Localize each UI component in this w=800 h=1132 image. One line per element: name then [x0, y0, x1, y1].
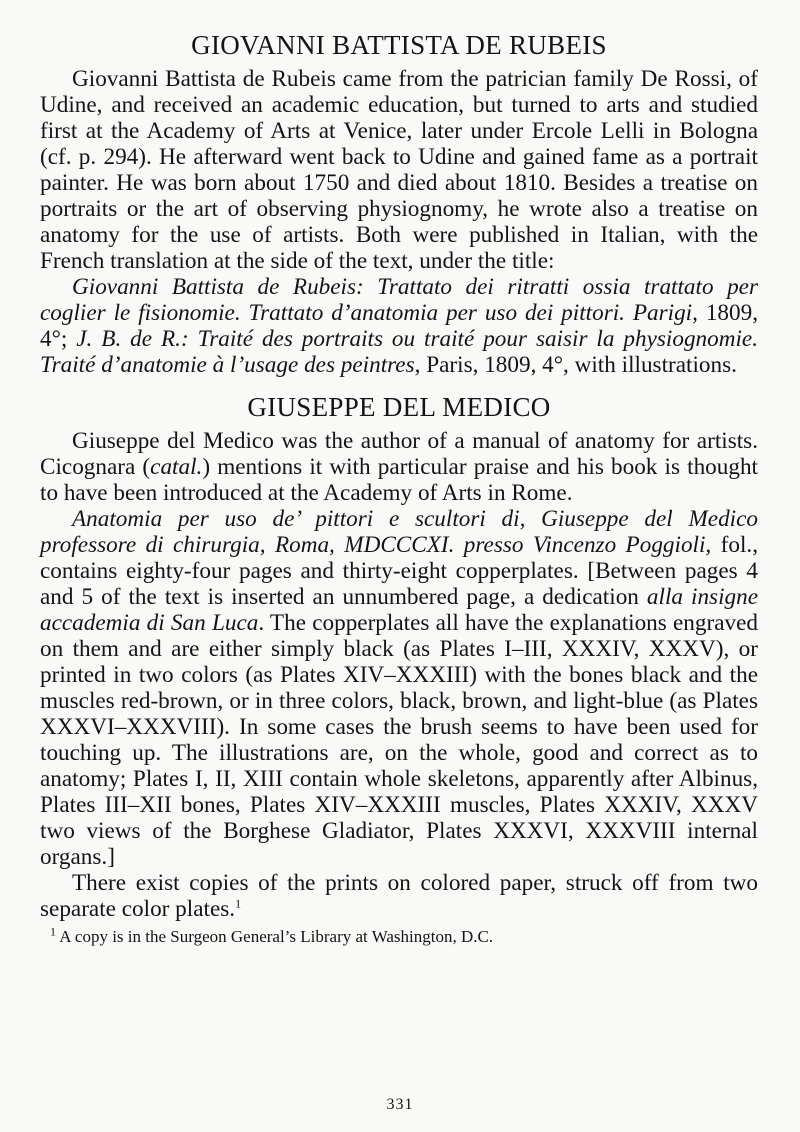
footnote-text: A copy is in the Surgeon General’s Library at Washington, D.C.: [56, 927, 494, 946]
medico-description-text: fol., contains eighty-four pages and thirty-eight copperplates. [Between pages 4 and 5 of the text is inserted an unnumbered page, a dedication: [40, 532, 758, 610]
medico-dedication: alla insigne accademia di San Luca: [40, 584, 759, 636]
footnote-reference: 1: [235, 896, 242, 911]
rubeis-citation-italian-title: Giovanni Battista de Rubeis: Trattato dei ritratti ossia trattato per coglier le fisionomie. Trattato d’anatomia per uso dei pittori. Parigi,: [40, 274, 758, 326]
rubeis-citation-paragraph: [40, 274, 758, 378]
medico-intro-paragraph: [40, 428, 758, 506]
page-number: 331: [386, 1096, 414, 1113]
section-heading-medico: GIUSEPPE DEL MEDICO: [247, 392, 551, 422]
medico-intro-text: Giuseppe del Medico was the author of a manual of anatomy for artists. Cicognara (: [40, 428, 758, 480]
section-heading-rubeis: GIOVANNI BATTISTA DE RUBEIS: [191, 30, 607, 60]
footnote: [40, 926, 758, 948]
rubeis-citation-imprint: , Paris, 1809, 4°, with illustrations.: [414, 352, 737, 378]
medico-book-title: Anatomia per uso de’ pittori e scultori di, Giuseppe del Medico professore di chirurgia, Roma, MDCCCXI. presso Vincenzo Poggioli,: [40, 506, 758, 558]
medico-copies-paragraph: [40, 870, 758, 922]
medico-description-rest: . The copperplates all have the explanations engraved on them and are either simply black (as Plates I–III, XXXIV, XXXV), or printed in two colors (as Plates XIV–XXXIII) with the bones black and the muscles red-brown, or in three colors, black, brown, and light-blue (as Plates XXXVI–XXXVIII). In some cases the brush seems to have been used for touching up. The illustrations are, on the whole, good and correct as to anatomy; Plates I, II, XIII contain whole skeletons, apparently after Albinus, Plates III–XII bones, Plates XIV–XXXIII muscles, Plates XXXIV, XXXV two views of the Borghese Gladiator, Plates XXXVI, XXXVIII internal organs.]: [40, 610, 758, 870]
medico-intro-rest: ) mentions it with particular praise and his book is thought to have been introduced at the Academy of Arts in Rome.: [40, 454, 758, 506]
text-column: [40, 28, 758, 948]
rubeis-citation-date: 1809, 4°;: [40, 300, 758, 352]
footnote-marker: 1: [50, 924, 56, 939]
medico-description-paragraph: [40, 506, 758, 870]
medico-intro-catal: catal.: [150, 454, 203, 480]
rubeis-biography-paragraph: Giovanni Battista de Rubeis came from the patrician family De Rossi, of Udine, and received an academic education, but turned to arts and studied first at the Academy of Arts at Venice, later under Ercole Lelli in Bologna (cf. p. 294). He afterward went back to Udine and gained fame as a portrait painter. He was born about 1750 and died about 1810. Besides a treatise on portraits or the art of observing physiognomy, he wrote also a treatise on anatomy for the use of artists. Both were published in Italian, with the French translation at the side of the text, under the title:: [40, 66, 758, 274]
rubeis-citation-french-title: J. B. de R.: Traité des portraits ou traité pour saisir la physiognomie. Traité d’anatomie à l’usage des peintres: [40, 326, 758, 378]
medico-copies-text: There exist copies of the prints on colored paper, struck off from two separate color plates.: [40, 870, 758, 922]
